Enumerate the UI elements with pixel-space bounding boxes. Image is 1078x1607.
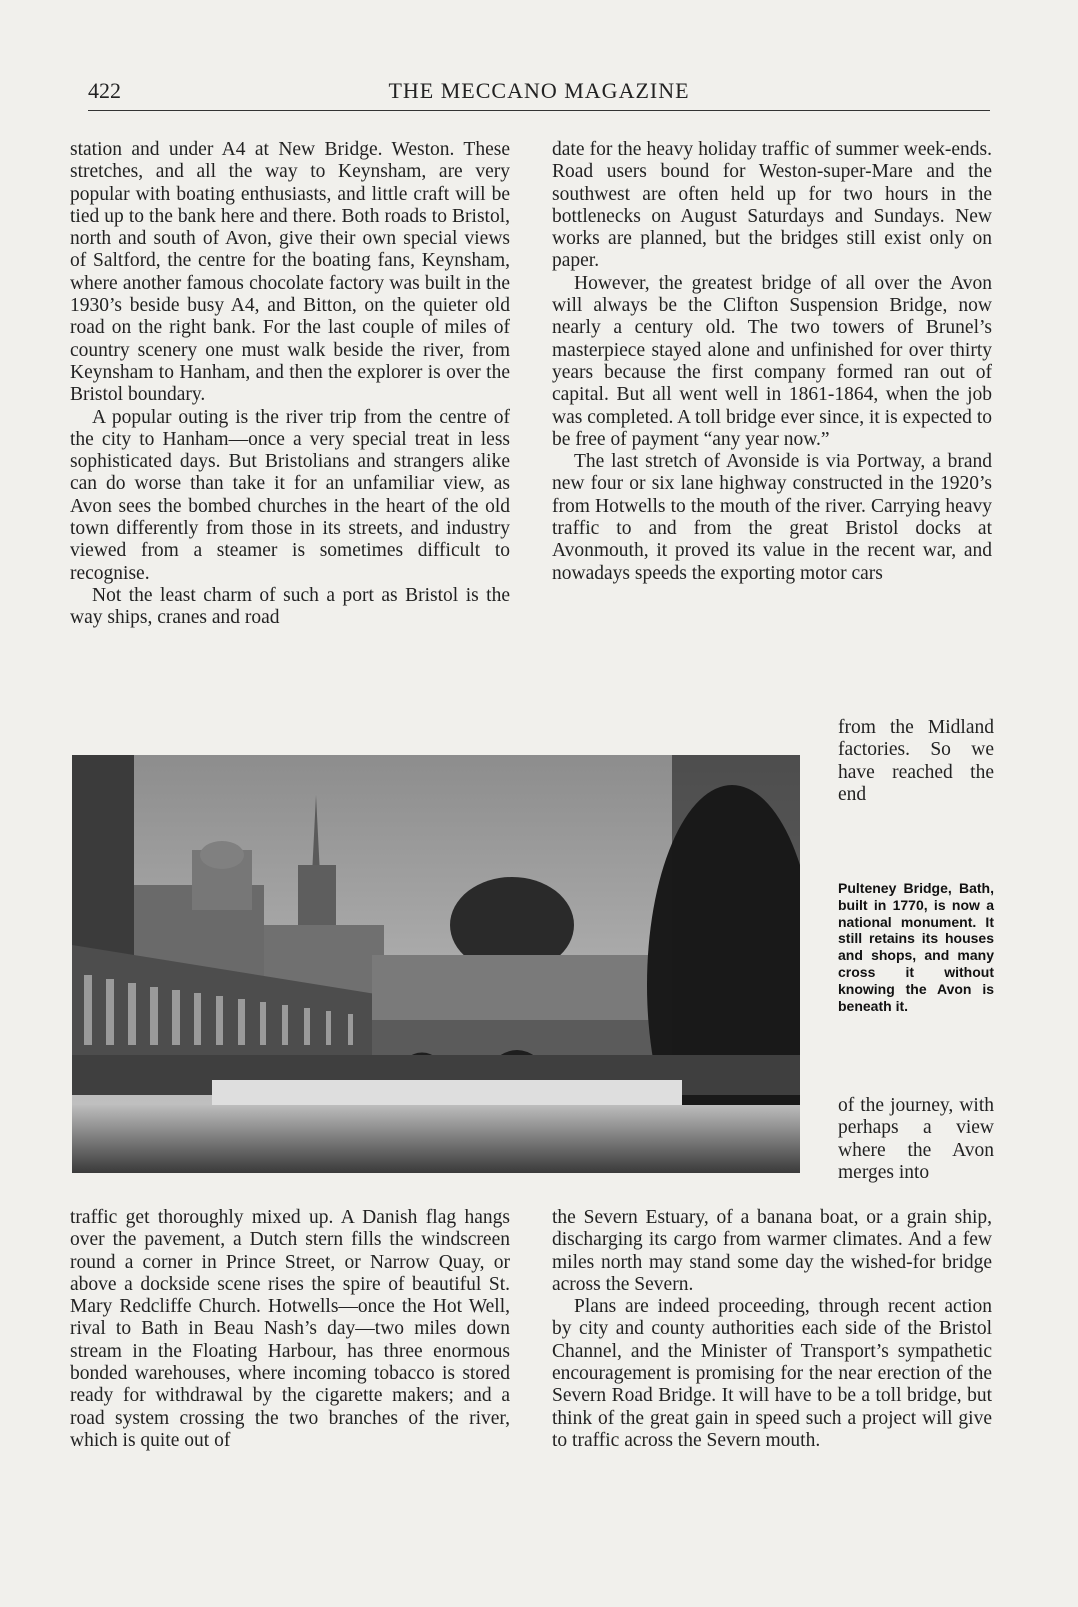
magazine-title: THE MECCANO MAGAZINE — [388, 78, 690, 103]
article-column-4 — [552, 1207, 992, 1452]
pulteney-bridge-photo — [72, 755, 800, 1173]
paragraph: The last stretch of Avonside is via Portway, a brand new four or six lane highway constructed in the 1920’s from Hotwells to the mouth of the river. Carrying heavy traffic to and from the great Bristol docks at Avonmouth, it proved its value in the recent war, and nowadays speeds the exporting motor cars — [552, 451, 992, 584]
photo-caption: Pulteney Bridge, Bath, built in 1770, is now a national monument. It still retains its houses and shops, and many cross it without knowing the Avon is beneath it. — [838, 880, 994, 1014]
paragraph: Plans are indeed proceeding, through recent action by city and county authorities each side of the Bristol Channel, and the Minister of Transport’s sympathetic encouragement is promising for the near erection of the Severn Road Bridge. It will have to be a toll bridge, but think of the great gain in speed such a project will give to traffic across the Severn mouth. — [552, 1296, 992, 1451]
page-number: 422 — [88, 78, 121, 103]
side-text-bottom: of the journey, with perhaps a view where the Avon merges into — [838, 1095, 994, 1183]
paragraph: traffic get thoroughly mixed up. A Danish flag hangs over the pavement, a Dutch stern fills the windscreen round a corner in Prince Street, or Narrow Quay, or above a dockside scene rises the spire of beautiful St. Mary Redcliffe Church. Hotwells—once the Hot Well, rival to Bath in Beau Nash’s day—two miles down stream in the Floating Harbour, has three enormous bonded warehouses, where incoming tobacco is stored ready for withdrawal by the cigarette makers; and a road system crossing the two branches of the river, which is quite out of — [70, 1207, 510, 1451]
article-column-3 — [70, 1207, 510, 1452]
paragraph: A popular outing is the river trip from the centre of the city to Hanham—once a very special treat in less sophisticated days. But Bristolians and strangers alike can do worse than take it for an unfamiliar view, as Avon sees the bombed churches in the heart of the old town differently from those in its streets, and industry viewed from a steamer is sometimes difficult to recognise. — [70, 406, 510, 584]
paragraph: However, the greatest bridge of all over the Avon will always be the Clifton Suspension Bridge, now nearly a century old. The two towers of Brunel’s masterpiece stayed alone and unfinished for over thirty years because the first company formed ran out of capital. But all went well in 1861-1864, when the job was completed. A toll bridge ever since, it is expected to be free of payment “any year now.” — [552, 272, 992, 450]
paragraph: station and under A4 at New Bridge. Weston. These stretches, and all the way to Keynsham, are very popular with boating enthusiasts, and little craft will be tied up to the bank here and there. Both roads to Bristol, north and south of Avon, give their own special views of Saltford, the centre for the boating fans, Keynsham, where another famous chocolate factory was built in the 1930’s beside busy A4, and Bitton, on the quieter old road on the right bank. For the last couple of miles of country scenery one must walk beside the river, from Keynsham to Hanham, and then the explorer is over the Bristol boundary. — [70, 139, 510, 406]
side-text-top: from the Midland factories. So we have reached the end — [838, 717, 994, 805]
photo-illustration — [72, 755, 800, 1173]
article-column-1 — [70, 139, 510, 630]
paragraph: Not the least charm of such a port as Bristol is the way ships, cranes and road — [70, 584, 510, 629]
article-column-2 — [552, 139, 992, 585]
paragraph: the Severn Estuary, of a banana boat, or a grain ship, discharging its cargo from warmer climates. And a few miles north may stand some day the wished-for bridge across the Severn. — [552, 1207, 992, 1295]
paragraph: date for the heavy holiday traffic of summer week-ends. Road users bound for Weston-super-Mare and the southwest are often held up for two hours in the bottlenecks on August Saturdays and Sundays. New works are planned, but the bridges still exist only on paper. — [552, 139, 992, 272]
page-header — [88, 76, 990, 111]
